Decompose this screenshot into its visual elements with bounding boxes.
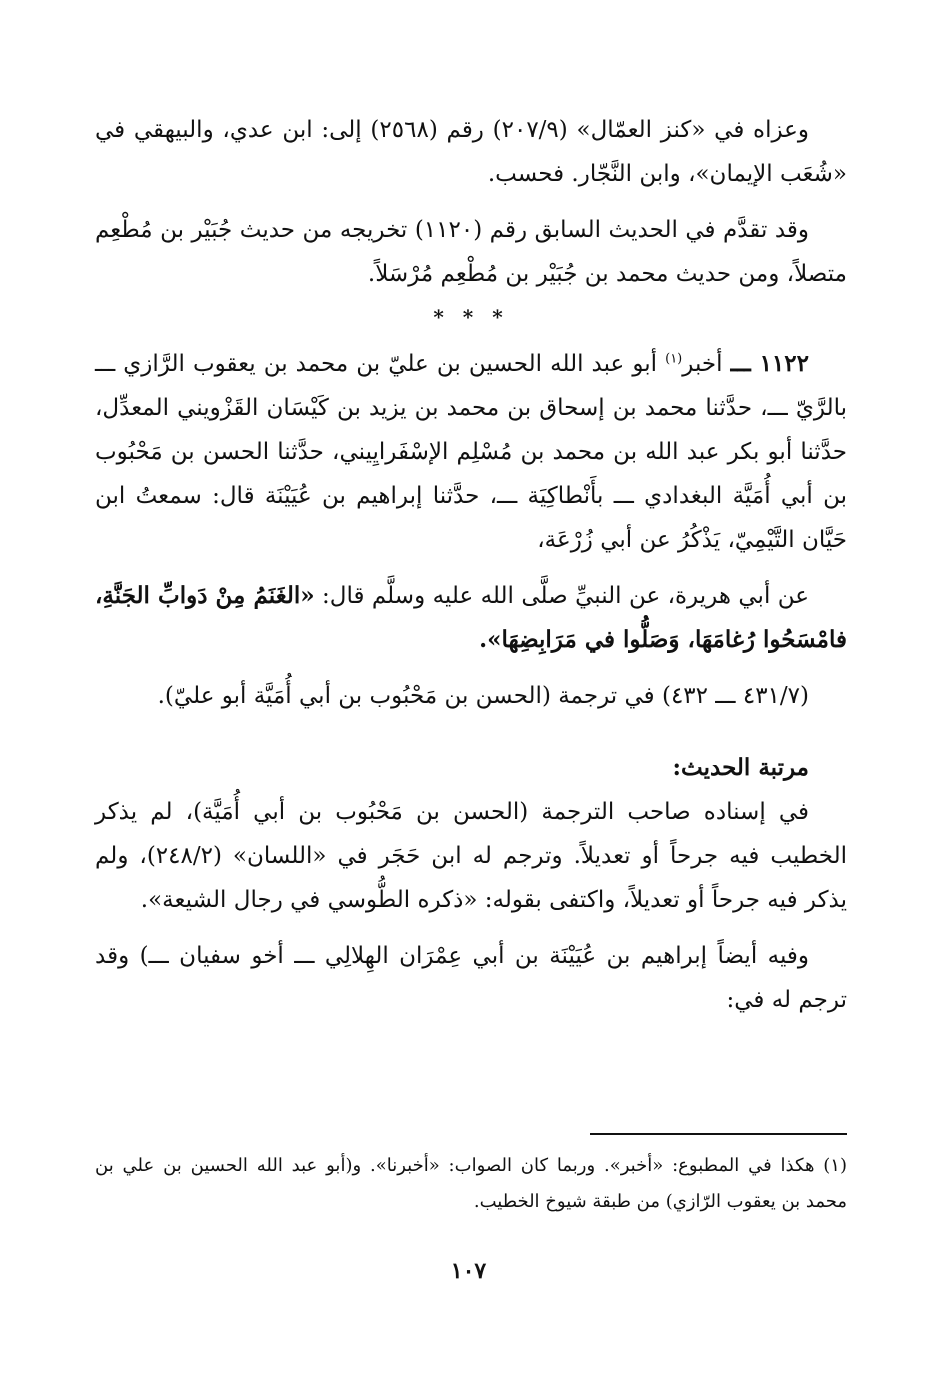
hadith-first-word: أخبر [682,351,723,377]
footnote-1: (١) هكذا في المطبوع: «أخبر». وربما كان الصواب: «أخبرنا». و(أبو عبد الله الحسين بن علي بن محمد بن يعقوب الرّازي) من طبقة شيوخ الخطيب. [95,1155,847,1212]
main-text [95,108,847,1022]
hadith-matn-intro: عن أبي هريرة، عن النبيِّ صلَّى الله عليه وسلَّم قال: [314,583,809,609]
paragraph-kanz-reference: وعزاه في «كنز العمّال» (٢٠٧/٩) رقم (٢٥٦٨) إلى: ابن عدي، والبيهقي في «شُعَب الإيمان»، وابن النَّجّار. فحسب. [95,117,847,187]
hadith-matn [95,574,847,662]
hadith-matn-quote: «الغَنَمُ مِنْ دَوابِّ الجَنَّةِ، فامْسَحُوا رُغامَهَا، وَصَلُّوا في مَرَابِضِهَا». [95,582,847,653]
paragraph-isnad-analysis: في إسناده صاحب الترجمة (الحسن بن مَحْبُوب بن أبي أُمَيَّة)، لم يذكر الخطيب فيه جرحاً أو تعديلاً. وترجم له ابن حَجَر في «اللسان» (٢٤٨/٢)، ولم يذكر فيه جرحاً أو تعديلاً، واكتفى بقوله: «ذكره الطُّوسي في رجال الشيعة». [95,799,847,913]
footnote-reference: (١) [665,351,683,367]
paragraph-ibrahim-ibn-uyayna: وفيه أيضاً إبراهيم بن عُيَيْنَة بن أبي عِمْرَان الهِلالِي ـــ أخو سفيان ـــ) وقد ترجم له في: [95,943,847,1013]
footnote-divider [590,1133,847,1135]
paragraph-previous-hadith: وقد تقدَّم في الحديث السابق رقم (١١٢٠) تخريجه من حديث جُبَيْر بن مُطْعِم متصلاً، ومن حديث محمد بن جُبَيْر بن مُطْعِم مُرْسَلاً. [95,217,847,287]
section-separator: * * * [433,305,509,329]
hadith-chain-text: أبو عبد الله الحسين بن عليّ بن محمد بن يعقوب الرَّازي ـــ بالرَّيّ ـــ، حدَّثنا محمد بن إسحاق بن محمد بن يزيد بن كَيْسَان القَزْويني المعدِّل، حدَّثنا أبو بكر عبد الله بن محمد بن مُسْلِم الإسْفَرايِيني، حدَّثنا الحسن بن مَحْبُوب بن أبي أُمَيَّة البغدادي ـــ بأَنْطاكِيَة ـــ، حدَّثنا إبراهيم بن عُيَيْنَة قال: سمعتُ ابن حَيَّان التَّيْمِيّ، يَذْكُرُ عن أبي زُرْعَة، [95,351,847,553]
footnotes [95,1148,847,1220]
hadith-number: ١١٢٢ ـــ [730,350,809,377]
paragraph-source-citation: (٤٣١/٧ ـــ ٤٣٢) في ترجمة (الحسن بن مَحْبُوب بن أبي أُمَيَّة أبو عليّ). [157,683,809,709]
section-heading-hadith-rank: مرتبة الحديث: [672,754,809,781]
page-number: ١٠٧ [450,1258,487,1284]
hadith-isnad [95,342,847,562]
